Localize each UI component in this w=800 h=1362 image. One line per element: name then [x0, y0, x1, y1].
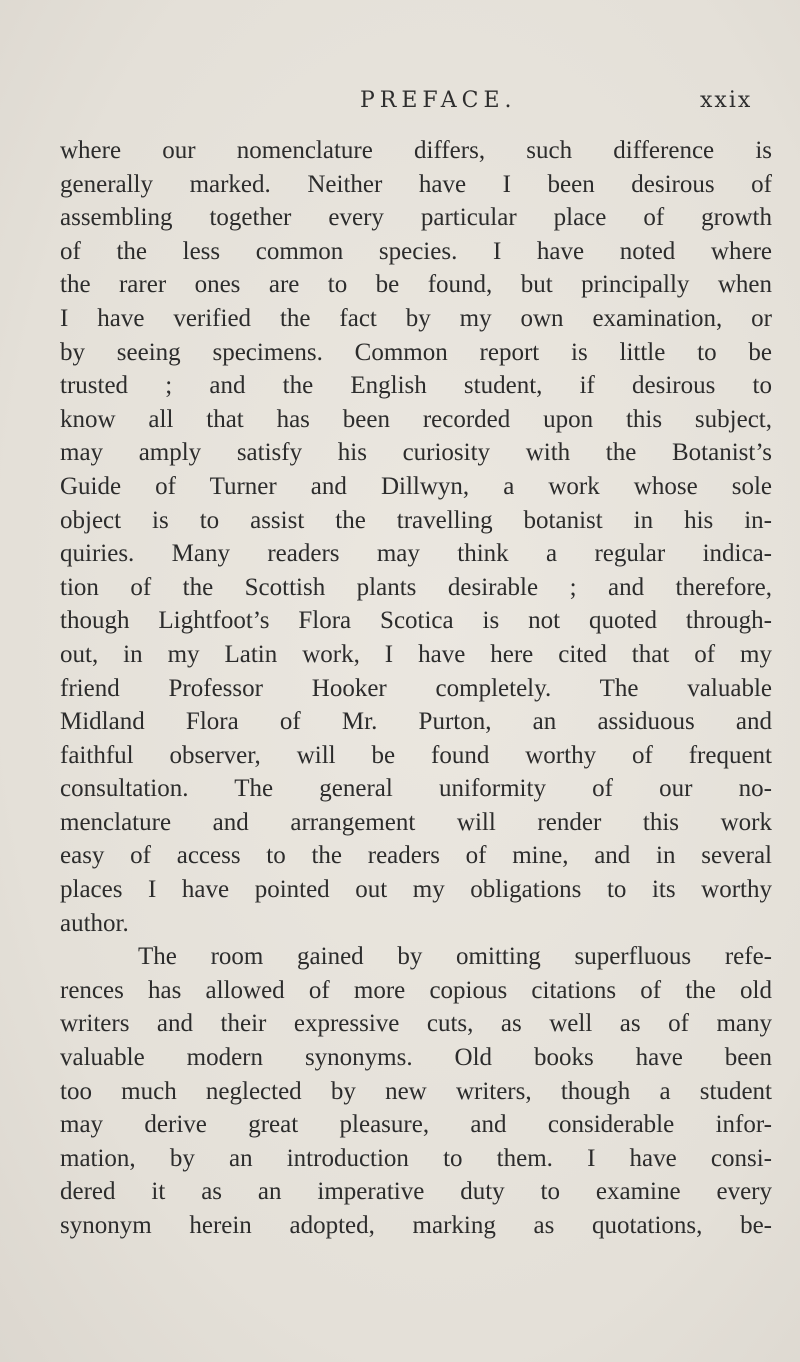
text-line: easy of access to the readers of mine, and in several — [60, 842, 772, 870]
text-line: Guide of Turner and Dillwyn, a work whose sole — [60, 472, 772, 500]
text-line: may amply satisfy his curiosity with the Botanist’s — [60, 439, 772, 467]
text-line: out, in my Latin work, I have here cited that of my — [60, 640, 772, 668]
text-line: mation, by an introduction to them. I have consi- — [60, 1144, 772, 1172]
text-line: by seeing specimens. Common report is little to be — [60, 338, 772, 366]
text-line: writers and their expressive cuts, as well as of many — [60, 1010, 772, 1038]
text-line: The room gained by omitting superfluous refe- — [138, 943, 772, 971]
text-line: valuable modern synonyms. Old books have been — [60, 1044, 772, 1072]
text-line: menclature and arrangement will render this work — [60, 808, 772, 836]
text-line: assembling together every particular place of growth — [60, 204, 772, 232]
text-line: places I have pointed out my obligations to its worthy — [60, 876, 772, 904]
text-line: I have verified the fact by my own examination, or — [60, 304, 772, 332]
text-line: may derive great pleasure, and considerable infor- — [60, 1111, 772, 1139]
text-line: consultation. The general uniformity of our no- — [60, 775, 772, 803]
body-text — [60, 134, 772, 1243]
text-line: though Lightfoot’s Flora Scotica is not quoted through- — [60, 607, 772, 635]
text-line: know all that has been recorded upon this subject, — [60, 405, 772, 433]
text-line: where our nomenclature differs, such difference is — [60, 137, 772, 164]
page-header — [0, 88, 800, 124]
text-line: dered it as an imperative duty to examine every — [60, 1178, 772, 1206]
text-line: quiries. Many readers may think a regular indica- — [60, 540, 772, 568]
text-line: the rarer ones are to be found, but principally when — [60, 271, 772, 299]
running-title: PREFACE. — [360, 88, 517, 113]
text-line: tion of the Scottish plants desirable ; and therefore, — [60, 573, 772, 601]
text-line: author. — [60, 909, 129, 937]
text-line: rences has allowed of more copious citations of the old — [60, 976, 772, 1004]
text-line: Midland Flora of Mr. Purton, an assiduous and — [60, 708, 772, 736]
text-line: generally marked. Neither have I been desirous of — [60, 170, 772, 198]
text-line: object is to assist the travelling botanist in his in- — [60, 506, 772, 534]
text-line: trusted ; and the English student, if desirous to — [60, 372, 772, 400]
text-line: too much neglected by new writers, though a student — [60, 1077, 772, 1105]
text-line: friend Professor Hooker completely. The valuable — [60, 674, 772, 702]
text-line: faithful observer, will be found worthy of frequent — [60, 741, 772, 769]
text-line: of the less common species. I have noted where — [60, 237, 772, 265]
text-line: synonym herein adopted, marking as quotations, be- — [60, 1212, 772, 1239]
page-number: xxix — [700, 88, 753, 113]
